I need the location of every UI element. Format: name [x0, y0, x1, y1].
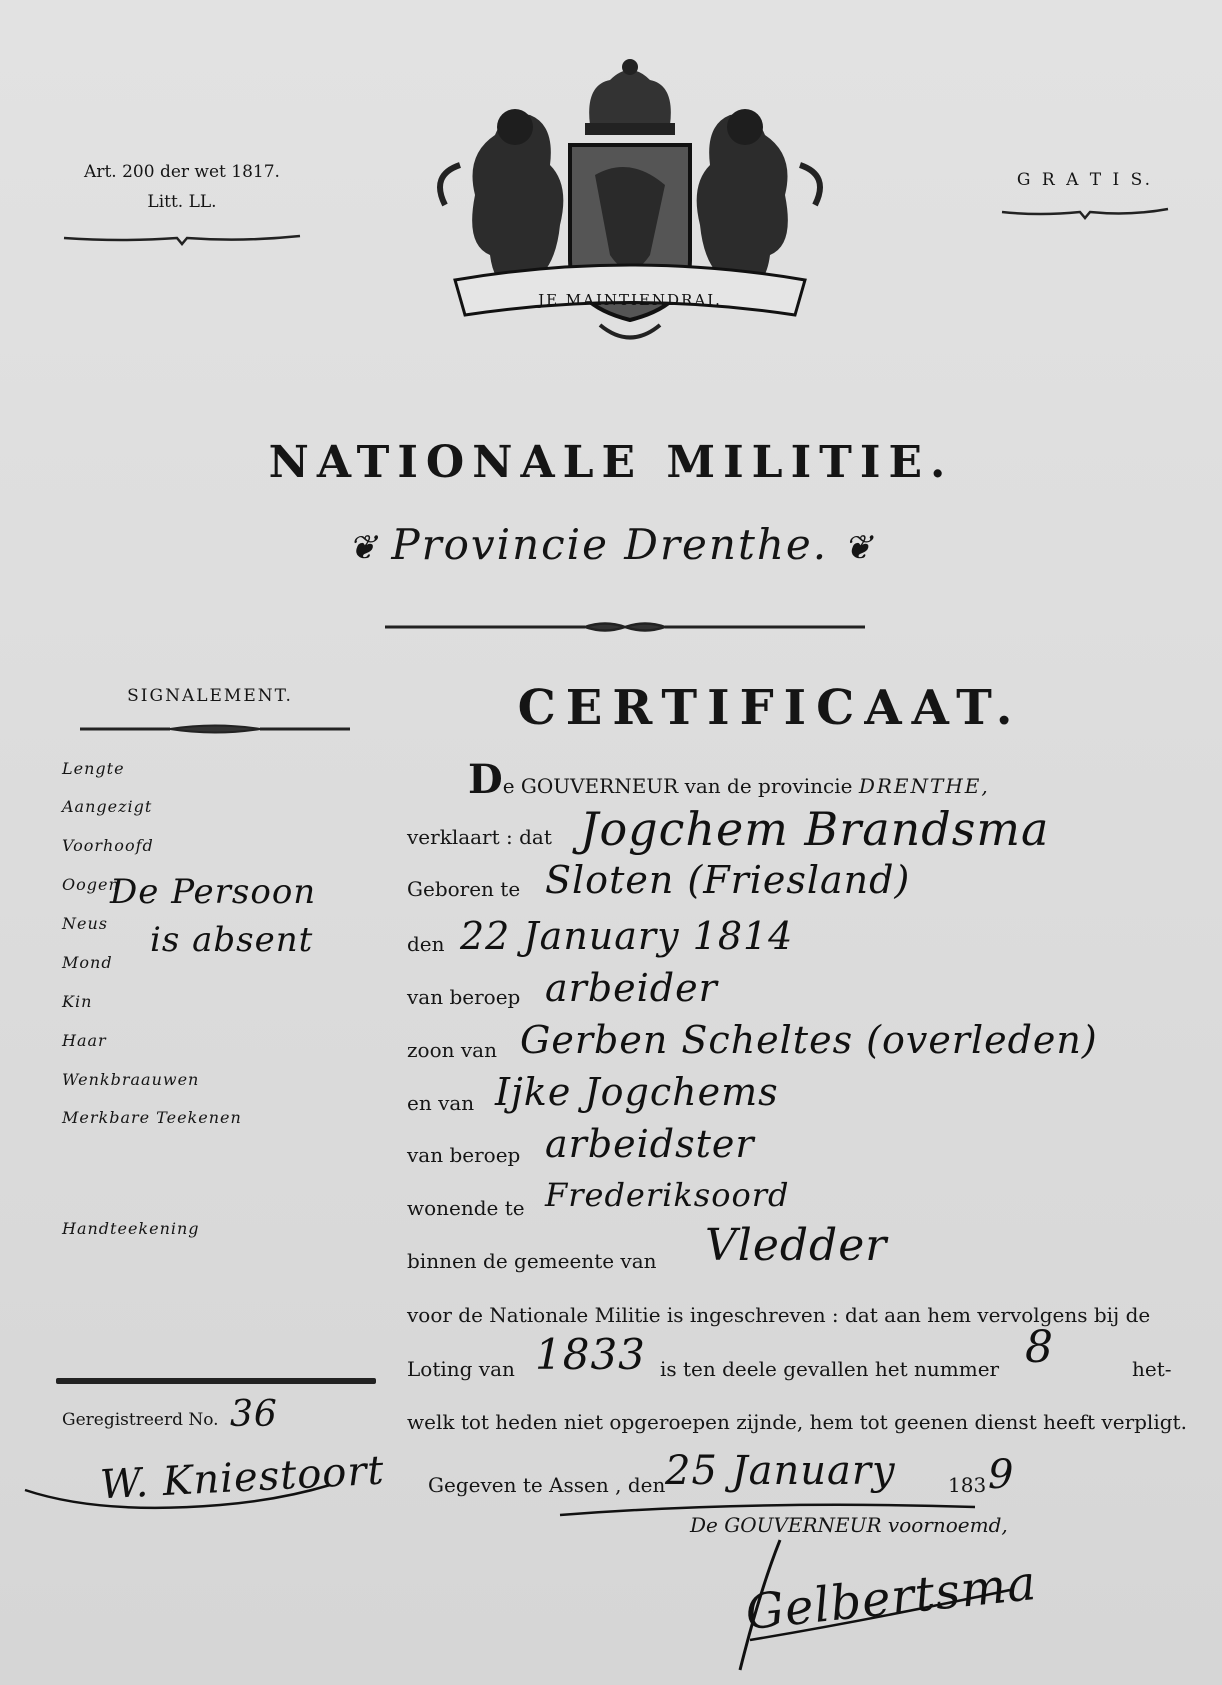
row-label-den: den	[407, 932, 445, 956]
certificate-heading: CERTIFICAAT.	[517, 680, 1023, 736]
governor-signature: Gelbertsma	[742, 1554, 1040, 1642]
given-label: Gegeven te Assen , den	[428, 1473, 666, 1497]
row-label-gemeente: binnen de gemeente van	[407, 1249, 657, 1273]
row-label-geboren: Geboren te	[407, 877, 521, 901]
row-value-father: Gerben Scheltes (overleden)	[520, 1018, 1098, 1062]
loting-label: Loting van	[407, 1357, 515, 1381]
row-label-beroep-mother: van beroep	[407, 1143, 521, 1167]
field-wenkbraauwen: Wenkbraauwen	[62, 1070, 200, 1089]
motto-text: JE MAINTIENDRAI.	[538, 291, 722, 309]
article-line-2: Litt. LL.	[147, 192, 217, 212]
gratis-flourish	[1000, 204, 1170, 220]
governor-signature-flourish	[720, 1530, 1030, 1680]
given-year-printed: 183	[948, 1473, 987, 1497]
field-handteekening: Handteekening	[62, 1219, 200, 1238]
field-neus: Neus	[62, 914, 108, 933]
row-label-wonende: wonende te	[407, 1196, 525, 1220]
row-label-zoon: zoon van	[407, 1038, 497, 1062]
row-label-verklaart: verklaart : dat	[407, 825, 552, 849]
paragraph-line-1: voor de Nationale Militie is ingeschreven : dat aan hem vervolgens bij de	[407, 1303, 1151, 1327]
field-kin: Kin	[62, 992, 93, 1011]
loting-year: 1833	[535, 1330, 646, 1379]
signalement-title: SIGNALEMENT.	[127, 686, 293, 706]
registrar-signature: W. Kniestoort	[98, 1447, 386, 1509]
row-label-beroep: van beroep	[407, 985, 521, 1009]
province-heading	[0, 520, 1222, 569]
intro-line	[468, 756, 990, 803]
intro-text: e GOUVERNEUR van de provincie	[502, 774, 853, 798]
field-lengte: Lengte	[62, 759, 125, 778]
registrar-signature-flourish	[20, 1475, 340, 1535]
gratis-label: G R A T I S.	[1016, 170, 1154, 190]
field-voorhoofd: Voorhoofd	[62, 836, 154, 855]
row-value-mother-occupation: arbeidster	[545, 1122, 755, 1166]
article-reference	[62, 157, 302, 217]
signalement-note-line-2: is absent	[150, 920, 314, 960]
document-title: NATIONALE MILITIE.	[268, 437, 954, 488]
loting-number: 8	[1025, 1322, 1054, 1373]
intro-province: DRENTHE,	[858, 774, 990, 798]
given-date: 25 January	[665, 1448, 896, 1494]
paragraph-line-3: welk tot heden niet opgeroepen zijnde, hem tot geenen dienst heeft verpligt.	[407, 1410, 1187, 1434]
signalement-note-line-1: De Persoon	[110, 872, 317, 912]
loting-middle-text: is ten deele gevallen het nummer	[660, 1357, 1000, 1381]
row-value-occupation: arbeider	[545, 966, 718, 1010]
left-ornament-icon: ❦	[348, 528, 392, 568]
row-value-birthdate: 22 January 1814	[460, 914, 794, 958]
row-value-municipality: Vledder	[705, 1220, 888, 1271]
intro-initial: D	[468, 756, 503, 803]
row-value-mother: Ijke Jogchems	[495, 1070, 779, 1114]
field-mond: Mond	[62, 953, 113, 972]
given-year-handwritten: 9	[988, 1452, 1015, 1498]
title-divider	[385, 620, 865, 634]
field-aangezigt: Aangezigt	[62, 797, 153, 816]
field-oogen: Oogen	[62, 875, 120, 894]
province-name: Provincie Drenthe.	[391, 520, 829, 569]
row-label-en-van: en van	[407, 1091, 475, 1115]
governor-label: De GOUVERNEUR voornoemd,	[690, 1513, 1008, 1537]
registered-number: 36	[230, 1394, 278, 1435]
signalement-divider	[80, 724, 350, 734]
registered-label: Geregistreerd No.	[62, 1410, 219, 1430]
registration-rule	[56, 1378, 376, 1384]
field-haar: Haar	[62, 1031, 107, 1050]
field-merkbare-teekenen: Merkbare Teekenen	[62, 1108, 242, 1127]
loting-end-text: het-	[1132, 1357, 1172, 1381]
coat-of-arms-emblem	[435, 55, 825, 355]
row-value-birthplace: Sloten (Friesland)	[545, 858, 911, 902]
article-flourish	[62, 230, 302, 246]
row-value-residence: Frederiksoord	[545, 1176, 790, 1214]
right-ornament-icon: ❦	[843, 528, 874, 568]
row-value-name: Jogchem Brandsma	[580, 802, 1050, 856]
article-line-1: Art. 200 der wet 1817.	[84, 162, 280, 182]
